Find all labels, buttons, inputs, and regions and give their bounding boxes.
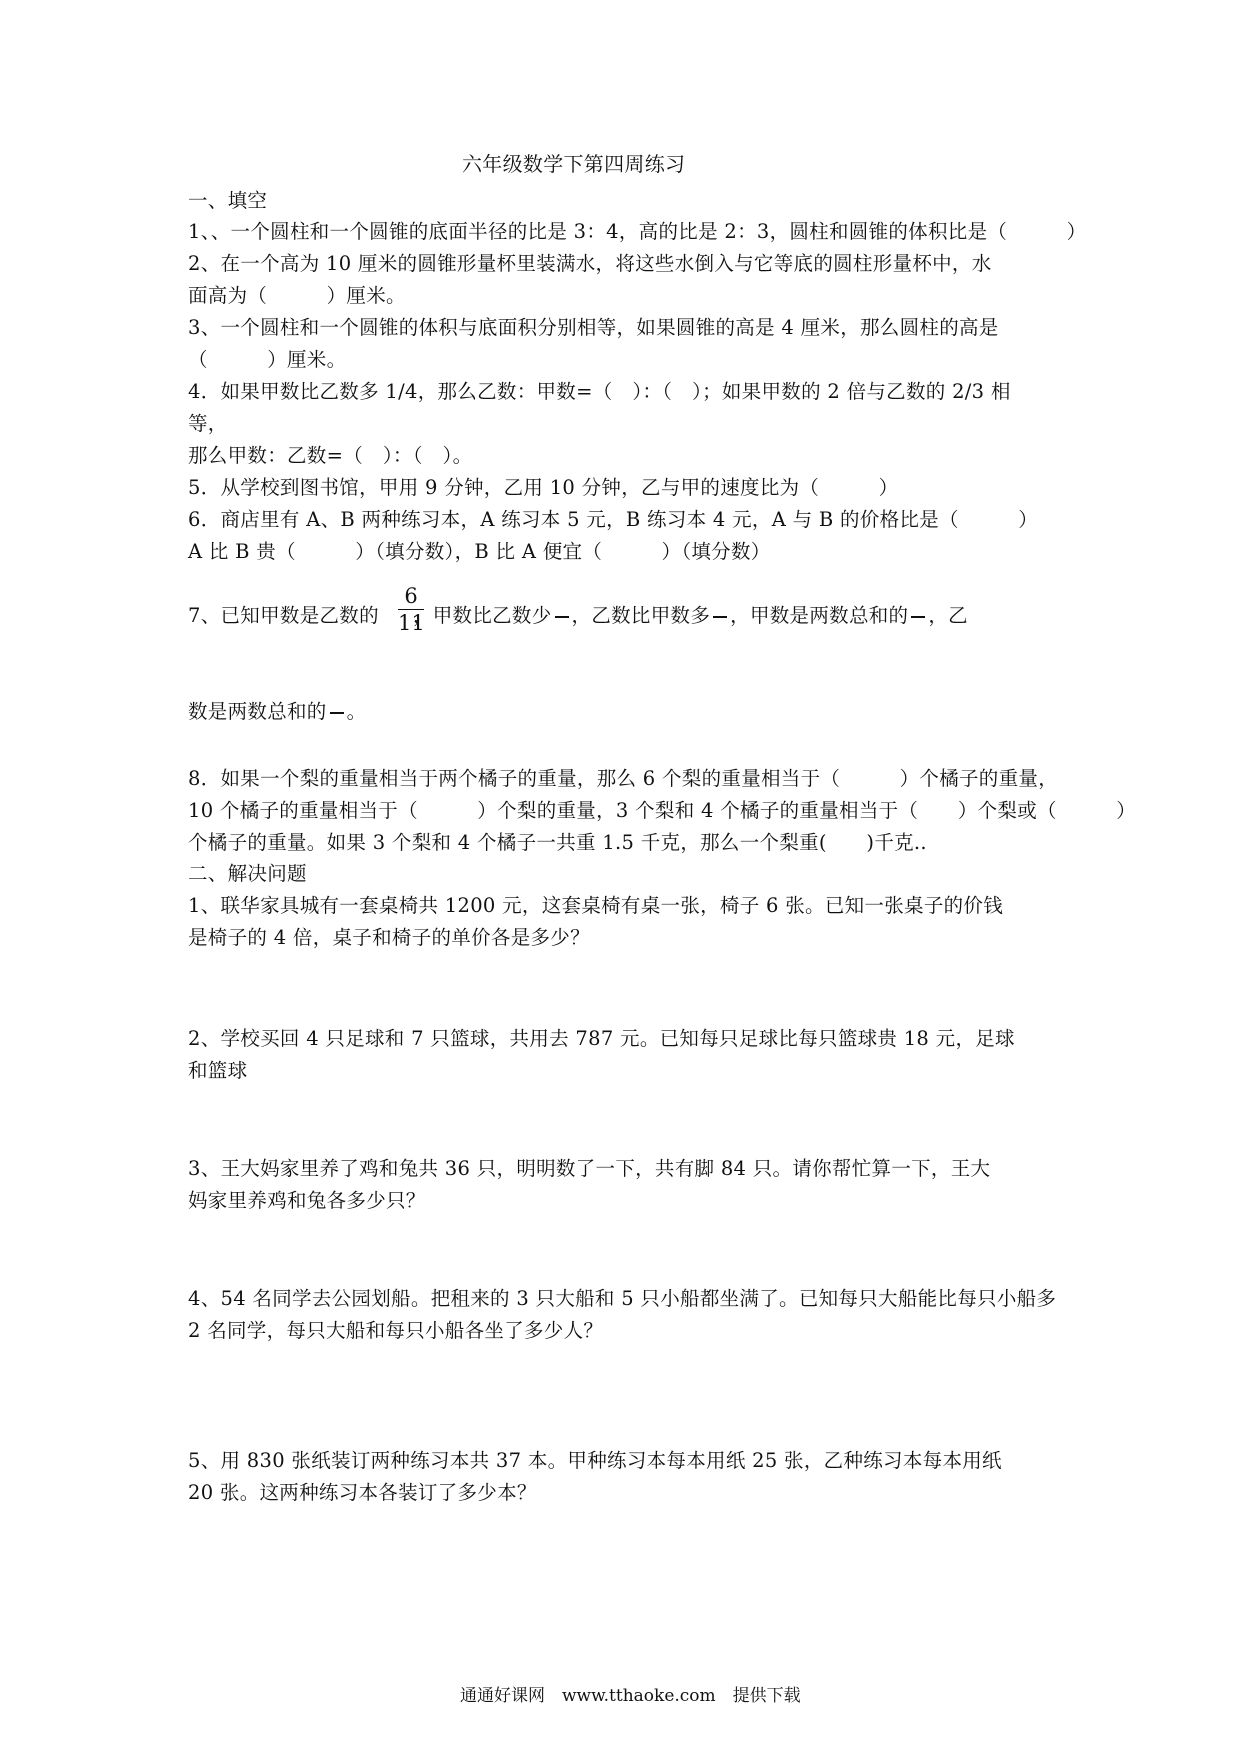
fraction-denominator: 11 xyxy=(398,611,425,635)
question-3-line-2: （ ）厘米。 xyxy=(188,348,347,371)
problem-3-line-1: 3、王大妈家里养了鸡和兔共 36 只，明明数了一下，共有脚 84 只。请你帮忙算一下，王大 xyxy=(188,1157,991,1180)
page-title: 六年级数学下第四周练习 xyxy=(462,152,686,176)
fraction-bar xyxy=(398,609,424,610)
problem-1-line-1: 1、联华家具城有一套桌椅共 1200 元，这套桌椅有桌一张，椅子 6 张。已知一张桌子的价钱 xyxy=(188,894,1004,917)
blank-line xyxy=(911,616,925,618)
q7-line2-text: 数是两数总和的 xyxy=(188,700,327,723)
problem-2-line-1: 2、学校买回 4 只足球和 7 只篮球，共用去 787 元。已知每只足球比每只篮球贵 18 元，足球 xyxy=(188,1027,1015,1050)
problem-2-line-2: 和篮球 xyxy=(188,1059,248,1082)
question-1: 1、、一个圆柱和一个圆锥的底面半径的比是 3：4，高的比是 2：3，圆柱和圆锥的体积比是（ ） xyxy=(188,220,1087,243)
blank-line xyxy=(713,616,727,618)
q7-text-2: ，甲数比乙数少 xyxy=(412,604,552,627)
q7-line2-end: 。 xyxy=(346,700,367,723)
question-2-line-2: 面高为（ ）厘米。 xyxy=(188,284,406,307)
q7-text-4: ，甲数是两数总和的 xyxy=(730,604,909,627)
question-8-line-2: 10 个橘子的重量相当于（ ）个梨的重量，3 个梨和 4 个橘子的重量相当于（ ）个梨或（ ） xyxy=(188,799,1137,822)
q7-text-3: ，乙数比甲数多 xyxy=(571,604,711,627)
question-4-line-2: 等， xyxy=(188,412,228,435)
question-5: 5．从学校到图书馆，甲用 9 分钟，乙用 10 分钟，乙与甲的速度比为（ ） xyxy=(188,476,899,499)
blank-line xyxy=(330,712,344,714)
question-8-line-3: 个橘子的重量。如果 3 个梨和 4 个橘子一共重 1.5 千克，那么一个梨重( )千克.. xyxy=(188,831,927,854)
blank-line xyxy=(555,616,569,618)
question-4-line-1: 4．如果甲数比乙数多 1/4，那么乙数：甲数=（ ）：（ ）；如果甲数的 2 倍与乙数的 2/3 相 xyxy=(188,380,1011,403)
question-8-line-1: 8．如果一个梨的重量相当于两个橘子的重量，那么 6 个梨的重量相当于（ ）个橘子的重量， xyxy=(188,767,1059,790)
problem-5-line-2: 20 张。这两种练习本各装订了多少本？ xyxy=(188,1481,537,1504)
fraction-numerator: 6 xyxy=(404,584,418,608)
q7-text-5: ，乙 xyxy=(928,604,968,627)
fraction-six-elevenths xyxy=(398,584,424,635)
problem-3-line-2: 妈家里养鸡和兔各多少只？ xyxy=(188,1189,426,1212)
question-7-line-2 xyxy=(188,699,366,725)
question-2-line-1: 2、在一个高为 10 厘米的圆锥形量杯里装满水，将这些水倒入与它等底的圆柱形量杯中，水 xyxy=(188,252,992,275)
question-3-line-1: 3、一个圆柱和一个圆锥的体积与底面积分别相等，如果圆锥的高是 4 厘米，那么圆柱的高是 xyxy=(188,316,999,339)
problem-4-line-1: 4、54 名同学去公园划船。把租来的 3 只大船和 5 只小船都坐满了。已知每只大船能比每只小船多 xyxy=(188,1287,1057,1310)
problem-5-line-1: 5、用 830 张纸装订两种练习本共 37 本。甲种练习本每本用纸 25 张，乙种练习本每本用纸 xyxy=(188,1449,1002,1472)
section-heading-fill-blank: 一、填空 xyxy=(188,189,268,212)
question-6-line-2: A 比 B 贵（ ）（填分数），B 比 A 便宜（ ）（填分数） xyxy=(188,540,771,563)
footer-credit: 通通好课网 www.tthaoke.com 提供下载 xyxy=(460,1686,801,1706)
question-4-line-3: 那么甲数：乙数=（ ）：（ ）。 xyxy=(188,444,473,467)
problem-4-line-2: 2 名同学，每只大船和每只小船各坐了多少人？ xyxy=(188,1319,604,1342)
problem-1-line-2: 是椅子的 4 倍，桌子和椅子的单价各是多少？ xyxy=(188,926,590,949)
section-heading-problems: 二、解决问题 xyxy=(188,862,307,885)
question-6-line-1: 6．商店里有 A、B 两种练习本，A 练习本 5 元，B 练习本 4 元，A 与 B 的价格比是（ ） xyxy=(188,508,1039,531)
question-7-line-1 xyxy=(188,603,968,629)
q7-text-1: 7、已知甲数是乙数的 xyxy=(188,604,379,627)
